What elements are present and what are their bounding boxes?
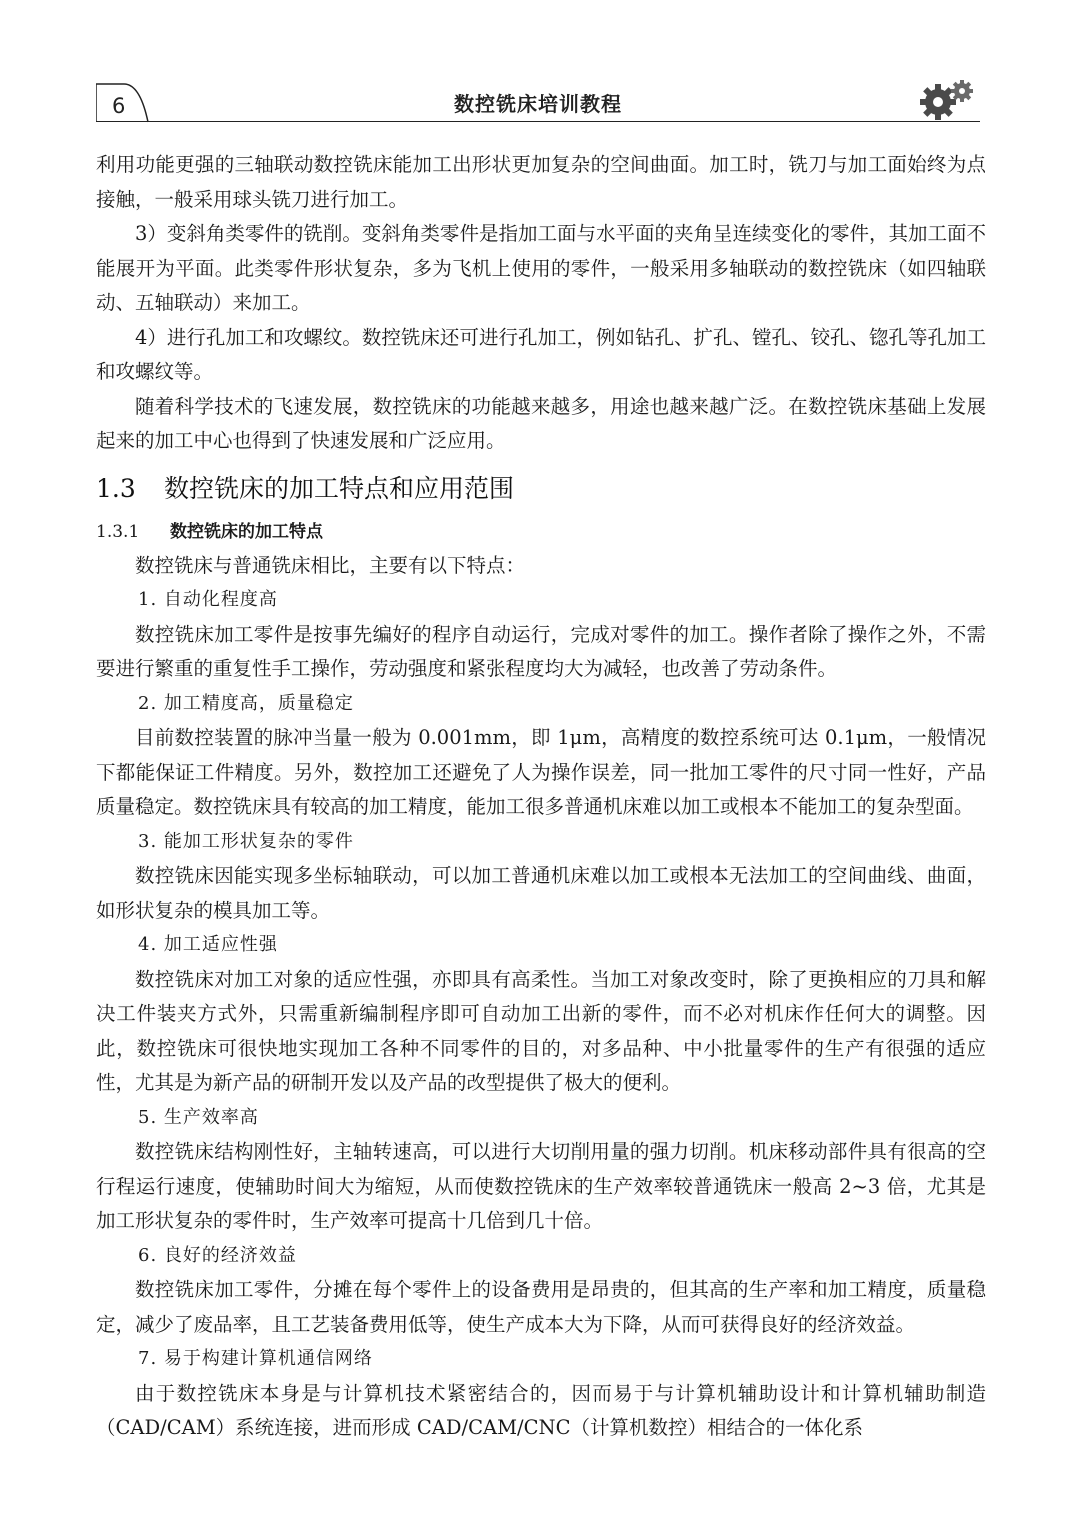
paragraph: 3）变斜角类零件的铣削。变斜角类零件是指加工面与水平面的夹角呈连续变化的零件，其加工面不能展开为平面。此类零件形状复杂，多为飞机上使用的零件，一般采用多轴联动的数控铣床（如四轴联动、五轴联动）来加工。 (96, 222, 986, 314)
paragraph: 数控铣床加工零件是按事先编好的程序自动运行，完成对零件的加工。操作者除了操作之外，不需要进行繁重的重复性手工操作，劳动强度和紧张程度均大为减轻，也改善了劳动条件。 (96, 622, 986, 680)
paragraph: 4）进行孔加工和攻螺纹。数控铣床还可进行孔加工，例如钻孔、扩孔、镗孔、铰孔、锪孔等孔加工和攻螺纹等。 (96, 325, 986, 383)
paragraph: 数控铣床对加工对象的适应性强，亦即具有高柔性。当加工对象改变时，除了更换相应的刀具和解决工件装夹方式外，只需重新编制程序即可自动加工出新的零件，而不必对机床作任何大的调整。因此，数控铣床可很快地实现加工各种不同零件的目的，对多品种、中小批量零件的生产有很强的适应性，尤其是为新产品的研制开发以及产品的改型提供了极大的便利。 (96, 967, 986, 1094)
paragraph: 数控铣床因能实现多坐标轴联动，可以加工普通机床难以加工或根本无法加工的空间曲线、曲面，如形状复杂的模具加工等。 (96, 864, 986, 922)
running-title: 数控铣床培训教程 (454, 92, 622, 116)
paragraph: 数控铣床加工零件，分摊在每个零件上的设备费用是昂贵的，但其高的生产率和加工精度，质量稳定，减少了废品率，且工艺装备费用低等，使生产成本大为下降，从而可获得良好的经济效益。 (96, 1278, 986, 1336)
feature-heading: 1. 自动化程度高 (138, 589, 278, 610)
feature-heading: 7. 易于构建计算机通信网络 (138, 1348, 373, 1369)
page-header (96, 78, 980, 124)
paragraph: 数控铣床结构刚性好，主轴转速高，可以进行大切削用量的强力切削。机床移动部件具有很高的空行程运行速度，使辅助时间大为缩短，从而使数控铣床的生产效率较普通铣床一般高 2~3 倍，尤其是加工形状复杂的零件时，生产效率可提高十几倍到几十倍。 (96, 1140, 986, 1232)
paragraph: 数控铣床与普通铣床相比，主要有以下特点： (135, 553, 526, 577)
page-body (96, 148, 986, 1446)
section-heading (96, 469, 986, 509)
page-number: 6 (112, 94, 126, 118)
header-rule (96, 121, 980, 122)
feature-heading: 3. 能加工形状复杂的零件 (138, 830, 354, 852)
paragraph: 随着科学技术的飞速发展，数控铣床的功能越来越多，用途也越来越广泛。在数控铣床基础上发展起来的加工中心也得到了快速发展和广泛应用。 (96, 394, 986, 452)
subsection-number: 1.3.1 (96, 521, 140, 542)
subsection-heading (96, 515, 986, 549)
gears-icon (916, 78, 980, 122)
section-number: 1.3 (96, 473, 136, 503)
feature-heading: 6. 良好的经济效益 (138, 1244, 297, 1266)
section-title: 数控铣床的加工特点和应用范围 (164, 473, 515, 503)
paragraph: 由于数控铣床本身是与计算机技术紧密结合的，因而易于与计算机辅助设计和计算机辅助制造（CAD/CAM）系统连接，进而形成 CAD/CAM/CNC（计算机数控）相结合的一体化系 (96, 1381, 986, 1439)
feature-heading: 4. 加工适应性强 (138, 934, 278, 955)
feature-heading: 5. 生产效率高 (138, 1106, 259, 1128)
paragraph: 目前数控装置的脉冲当量一般为 0.001mm，即 1μm，高精度的数控系统可达 0.1μm，一般情况下都能保证工件精度。另外，数控加工还避免了人为操作误差，同一批加工零件的尺寸同一性好，产品质量稳定。数控铣床具有较高的加工精度，能加工很多普通机床难以加工或根本不能加工的复杂型面。 (96, 726, 986, 818)
subsection-title: 数控铣床的加工特点 (170, 521, 323, 542)
paragraph: 利用功能更强的三轴联动数控铣床能加工出形状更加复杂的空间曲面。加工时，铣刀与加工面始终为点接触，一般采用球头铣刀进行加工。 (96, 153, 986, 211)
feature-heading: 2. 加工精度高，质量稳定 (138, 692, 354, 714)
